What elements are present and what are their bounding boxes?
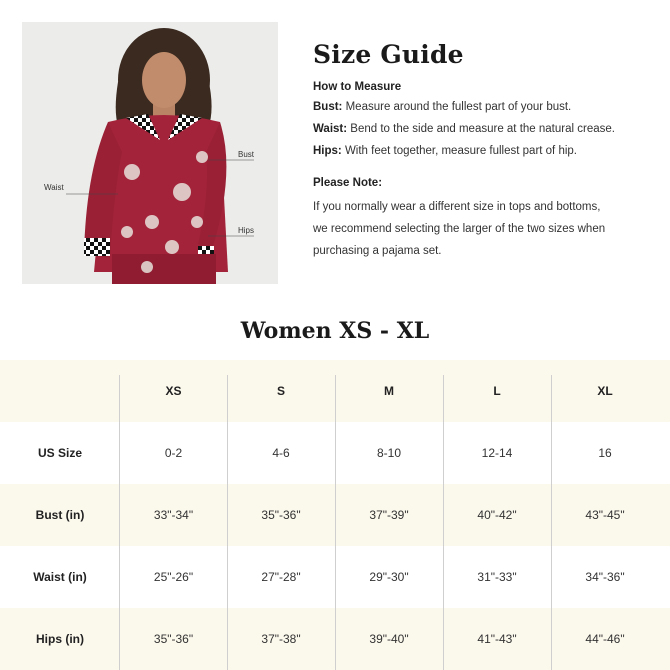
size-guide-panel [313,40,643,269]
how-to-measure-heading: How to Measure [313,81,402,93]
table-cell: 40"-42" [477,508,517,522]
size-header-l: L [493,384,501,398]
table-cell: 16 [598,446,612,460]
please-note-heading: Please Note: [313,177,383,189]
bust-label: Bust [238,150,255,159]
table-cell: 4-6 [272,446,290,460]
bust-text: Measure around the fullest part of your bust. [345,101,572,113]
table-cell: 12-14 [481,446,513,460]
model-illustration [22,22,278,284]
bust-term: Bust: [313,101,343,113]
size-guide-title: Size Guide [313,40,464,69]
waist-term: Waist: [313,123,348,135]
table-cell: 35"-36" [261,508,301,522]
size-header-xs: XS [165,384,182,398]
table-cell: 31"-33" [477,570,517,584]
note-line-2: we recommend selecting the larger of the two sizes when [313,223,606,235]
column-divider [119,375,120,670]
column-divider [443,375,444,670]
waist-text: Bend to the side and measure at the natural crease. [350,123,615,135]
column-divider [227,375,228,670]
table-cell: 29"-30" [369,570,409,584]
table-cell: 33"-34" [153,508,194,522]
table-cell: 41"-43" [477,632,517,646]
size-header-s: S [276,384,285,398]
size-header-m: M [384,384,394,398]
bust-instruction [313,100,643,115]
hips-term: Hips: [313,145,342,157]
note-text [313,196,643,262]
table-cell: 37"-39" [369,508,409,522]
row-label-us-size: US Size [37,446,82,460]
row-label-hips: Hips (in) [36,632,84,646]
size-table-title: Women XS - XL [240,318,430,344]
table-cell: 37"-38" [261,632,301,646]
size-header-xl: XL [597,384,613,398]
row-label-waist: Waist (in) [33,570,87,584]
column-divider [551,375,552,670]
waist-instruction [313,122,643,137]
table-cell: 39"-40" [369,632,409,646]
note-line-3: purchasing a pajama set. [313,245,442,257]
column-divider [335,375,336,670]
note-line-1: If you normally wear a different size in tops and bottoms, [313,201,601,213]
waist-label: Waist [44,183,64,192]
table-cell: 0-2 [164,446,183,460]
row-label-bust: Bust (in) [35,508,85,522]
table-cell: 43"-45" [585,508,625,522]
table-cell: 8-10 [376,446,402,460]
table-cell: 25"-26" [153,570,194,584]
hips-instruction [313,144,643,159]
table-cell: 34"-36" [585,570,625,584]
hips-label: Hips [238,226,255,235]
table-cell: 35"-36" [153,632,194,646]
model-photo [22,22,278,284]
hips-text: With feet together, measure fullest part of hip. [344,145,577,157]
table-cell: 44"-46" [585,632,625,646]
table-cell: 27"-28" [261,570,301,584]
